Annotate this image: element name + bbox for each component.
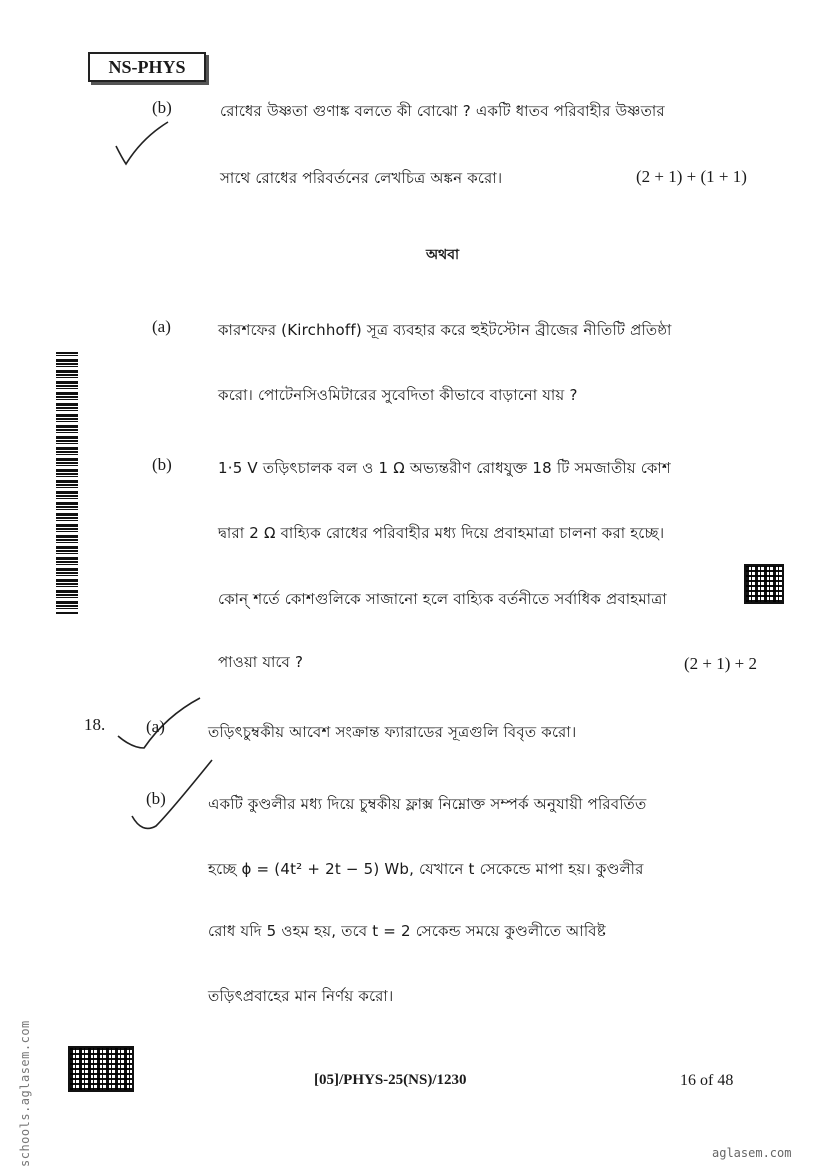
question-text: পাওয়া যাবে ? bbox=[218, 653, 304, 671]
question-text: তড়িৎপ্রবাহের মান নির্ণয় করো। bbox=[208, 987, 394, 1005]
question-text: তড়িৎচুম্বকীয় আবেশ সংক্রান্ত ফ্যারাডের সূত্রগুলি বিবৃত করো। bbox=[208, 723, 577, 741]
qr-code-image bbox=[68, 1046, 134, 1092]
check-mark-icon bbox=[126, 756, 216, 836]
or-divider: অথবা bbox=[426, 247, 460, 263]
question-text: কারশফের (Kirchhoff) সূত্র ব্যবহার করে হুইটস্টোন ব্রীজের নীতিটি প্রতিষ্ঠা bbox=[218, 321, 672, 339]
question-text: দ্বারা 2 Ω বাহ্যিক রোধের পরিবাহীর মধ্য দিয়ে প্রবাহমাত্রা চালনা করা হচ্ছে। bbox=[218, 524, 665, 542]
question-text: হচ্ছে ϕ = (4t² + 2t − 5) Wb, যেখানে t সেকেন্ডে মাপা হয়। কুণ্ডলীর bbox=[208, 860, 644, 878]
question-label: (a) bbox=[152, 317, 171, 336]
marks-allocation: (2 + 1) + (1 + 1) bbox=[636, 167, 747, 186]
corner-watermark: aglasem.com bbox=[712, 1146, 792, 1160]
side-watermark: schools.aglasem.com bbox=[18, 1020, 32, 1167]
question-text: করো। পোটেনসিওমিটারের সুবেদিতা কীভাবে বাড়ানো যায় ? bbox=[218, 386, 578, 404]
paper-code-badge: NS-PHYS bbox=[88, 52, 206, 82]
question-label: (b) bbox=[146, 789, 166, 808]
marks-allocation: (2 + 1) + 2 bbox=[684, 654, 757, 673]
paper-footer-code: [05]/PHYS-25(NS)/1230 bbox=[314, 1072, 467, 1088]
question-text: একটি কুণ্ডলীর মধ্য দিয়ে চুম্বকীয় ফ্লাক্স নিম্নোক্ত সম্পর্ক অনুযায়ী পরিবর্তিত bbox=[208, 795, 647, 813]
question-label: (b) bbox=[152, 98, 172, 117]
qr-code-image bbox=[744, 564, 784, 604]
question-text: রোধ যদি 5 ওহম হয়, তবে t = 2 সেকেন্ড সময়ে কুণ্ডলীতে আবিষ্ট bbox=[208, 922, 606, 940]
question-label: (a) bbox=[146, 717, 165, 736]
question-text: রোধের উষ্ণতা গুণাঙ্ক বলতে কী বোঝো ? একটি ধাতব পরিবাহীর উষ্ণতার bbox=[220, 102, 665, 120]
check-mark-icon bbox=[112, 118, 172, 168]
question-text: সাথে রোধের পরিবর্তনের লেখচিত্র অঙ্কন করো। bbox=[220, 169, 503, 187]
question-text: কোন্ শর্তে কোশগুলিকে সাজানো হলে বাহ্যিক বর্তনীতে সর্বাধিক প্রবাহমাত্রা bbox=[218, 590, 667, 608]
question-number: 18. bbox=[84, 715, 106, 734]
question-label: (b) bbox=[152, 455, 172, 474]
barcode-image bbox=[56, 352, 78, 614]
page-number: 16 of 48 bbox=[680, 1072, 734, 1089]
question-text: 1·5 V তড়িৎচালক বল ও 1 Ω অভ্যন্তরীণ রোধযুক্ত 18 টি সমজাতীয় কোশ bbox=[218, 459, 672, 477]
